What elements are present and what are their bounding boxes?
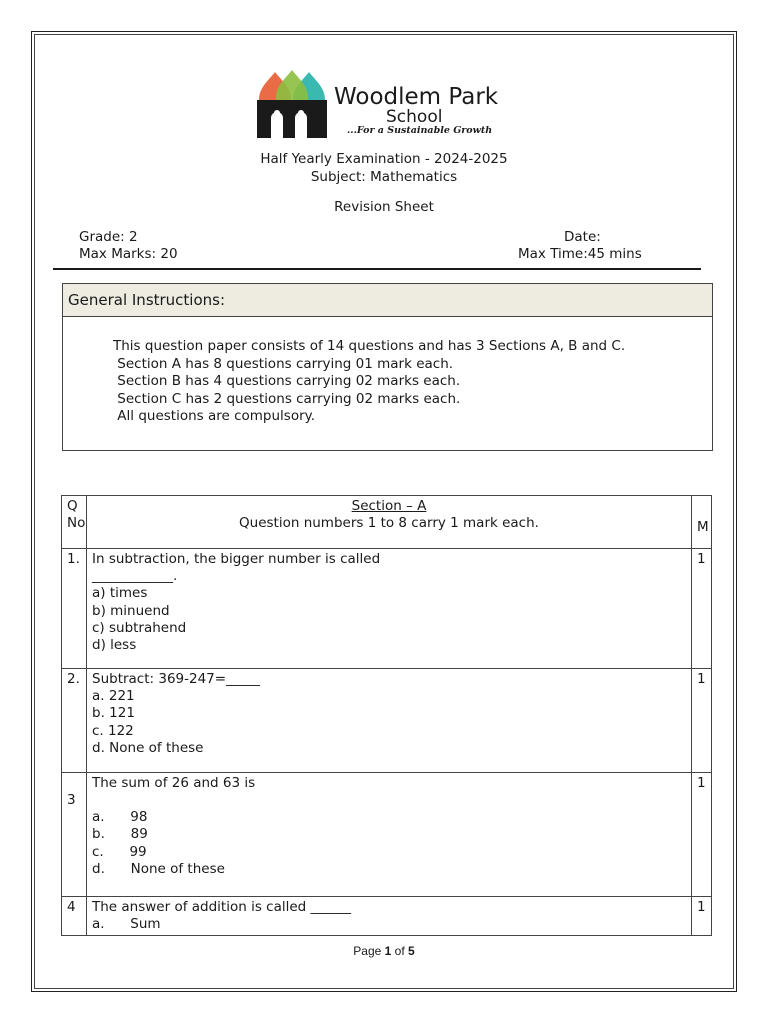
instruction-line: Section B has 4 questions carrying 02 marks each.: [113, 373, 461, 389]
school-logo-icon: [255, 70, 331, 138]
instruction-line: Section C has 2 questions carrying 02 marks each.: [113, 390, 461, 407]
option: b. 89: [92, 826, 148, 843]
marks-header: M: [692, 496, 712, 549]
section-subtitle: Question numbers 1 to 8 carry 1 mark each.: [239, 515, 539, 532]
option: a. Sum: [92, 916, 161, 933]
question-cell: [87, 549, 692, 669]
option: a) times: [92, 585, 148, 602]
page-label: Page: [353, 944, 382, 958]
qno-header: [62, 496, 87, 549]
question-number: 3: [62, 773, 87, 897]
school-tagline: ...For a Sustainable Growth: [347, 125, 493, 136]
grade-label: Grade: 2: [79, 229, 138, 245]
instructions-title: General Instructions:: [63, 284, 712, 317]
table-row: [62, 669, 712, 773]
instruction-line: All questions are compulsory.: [113, 408, 315, 424]
sheet-title: Revision Sheet: [334, 199, 434, 215]
option: d. None of these: [92, 860, 225, 877]
question-marks: 1: [692, 773, 712, 897]
question-number: 4: [62, 897, 87, 936]
option: c) subtrahend: [92, 619, 187, 636]
of-label: of: [394, 944, 405, 958]
max-marks-label: Max Marks: 20: [79, 246, 178, 262]
qno-header-line-2: No: [67, 515, 86, 532]
exam-title: Half Yearly Examination - 2024-2025: [260, 151, 508, 167]
option: c. 99: [92, 843, 147, 860]
date-label: Date:: [564, 229, 601, 245]
option: d) less: [92, 637, 137, 654]
table-row: [62, 773, 712, 897]
page-number: [0, 944, 768, 958]
question-marks: 1: [692, 549, 712, 669]
school-subtitle: School: [386, 107, 443, 127]
section-header: [87, 496, 692, 549]
question-text: Subtract: 369-247=_____: [92, 671, 260, 687]
table-row: [62, 549, 712, 669]
question-text: In subtraction, the bigger number is called: [92, 551, 381, 567]
question-text: The sum of 26 and 63 is: [92, 775, 256, 791]
instructions-box: [62, 283, 713, 451]
subject-title: Subject: Mathematics: [310, 169, 458, 185]
school-name: Woodlem Park: [334, 84, 499, 110]
total-pages: 5: [408, 944, 415, 958]
instruction-line: This question paper consists of 14 questions and has 3 Sections A, B and C.: [113, 338, 626, 354]
max-time-label: Max Time:45 mins: [518, 246, 642, 262]
current-page: 1: [384, 944, 392, 958]
table-header-row: [62, 496, 712, 549]
table-row: [62, 897, 712, 936]
section-title: Section – A: [351, 498, 427, 514]
question-cell: [87, 669, 692, 773]
question-marks: 1: [692, 669, 712, 773]
question-cell: [87, 773, 692, 897]
instructions-body: [113, 338, 625, 426]
question-number: 2.: [62, 669, 87, 773]
option: c. 122: [92, 722, 134, 739]
option: b) minuend: [92, 602, 170, 619]
question-marks: 1: [692, 897, 712, 936]
option: d. None of these: [92, 739, 204, 756]
option: a. 98: [92, 809, 148, 826]
answer-blank: ____________.: [92, 568, 178, 585]
question-text: The answer of addition is called ______: [92, 899, 352, 915]
header-divider: [53, 268, 701, 270]
option: a. 221: [92, 688, 135, 705]
question-number: 1.: [62, 549, 87, 669]
option: b. 121: [92, 705, 135, 722]
section-a-table: [61, 495, 712, 936]
question-cell: [87, 897, 692, 936]
qno-header-line-1: Q: [67, 498, 78, 514]
instruction-line: Section A has 8 questions carrying 01 mark each.: [113, 355, 454, 372]
